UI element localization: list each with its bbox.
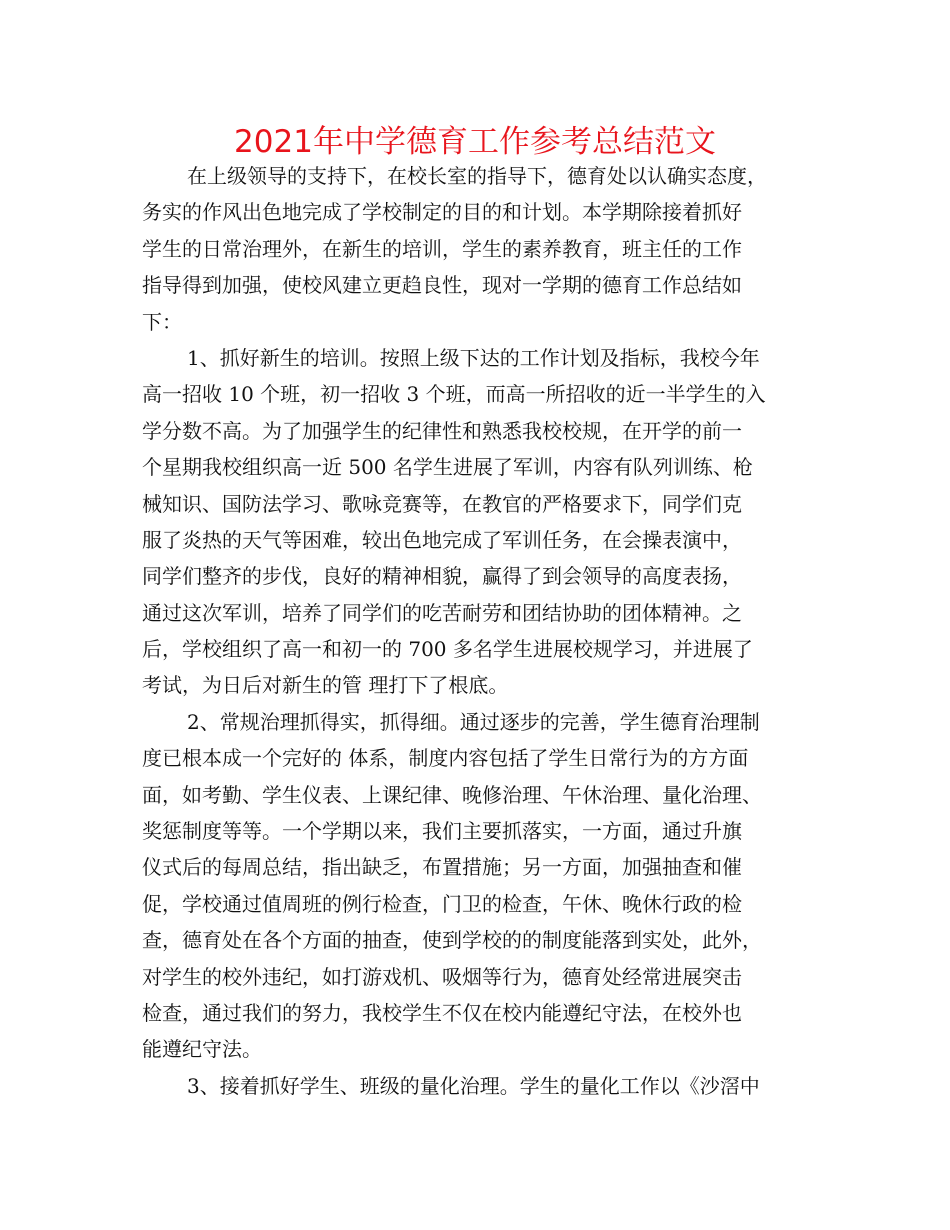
text-line: 能遵纪守法。 xyxy=(142,1037,262,1062)
document-body xyxy=(142,158,832,1104)
text-line: 务实的作风出色地完成了学校制定的目的和计划。本学期除接着抓好 xyxy=(142,200,742,225)
text-line: 考试，为日后对新生的管 理打下了根底。 xyxy=(142,673,509,698)
text-line: 促，学校通过值周班的例行检查，门卫的检查，午休、晚休行政的检 xyxy=(142,891,742,916)
text-line: 高一招收 10 个班，初一招收 3 个班，而高一所招收的近一半学生的入 xyxy=(142,382,766,407)
text-line: 服了炎热的天气等困难，较出色地完成了军训任务，在会操表演中， xyxy=(142,527,742,552)
text-line: 检查，通过我们的努力，我校学生不仅在校内能遵纪守法，在校外也 xyxy=(142,1000,742,1025)
text-line: 械知识、国防法学习、歌咏竞赛等，在教官的严格要求下，同学们克 xyxy=(142,491,742,516)
text-line: 3、接着抓好学生、班级的量化治理。学生的量化工作以《沙滘中 xyxy=(187,1073,760,1098)
text-line: 查，德育处在各个方面的抽查，使到学校的的制度能落到实处，此外， xyxy=(142,928,762,953)
text-line: 在上级领导的支持下，在校长室的指导下，德育处以认确实态度， xyxy=(187,164,767,188)
text-line: 2、常规治理抓得实，抓得细。通过逐步的完善，学生德育治理制 xyxy=(187,709,760,734)
text-line: 学分数不高。为了加强学生的纪律性和熟悉我校校规，在开学的前一 xyxy=(142,418,742,443)
text-line: 度已根本成一个完好的 体系，制度内容包括了学生日常行为的方方面 xyxy=(142,746,749,771)
text-line: 指导得到加强，使校风建立更趋良性，现对一学期的德育工作总结如 xyxy=(142,273,742,298)
text-line: 仪式后的每周总结，指出缺乏，布置措施；另一方面，加强抽查和催 xyxy=(142,855,742,880)
text-line: 面，如考勤、学生仪表、上课纪律、晚修治理、午休治理、量化治理、 xyxy=(142,782,762,807)
text-line: 个星期我校组织高一近 500 名学生进展了军训，内容有队列训练、枪 xyxy=(142,455,753,480)
text-line: 奖惩制度等等。一个学期以来，我们主要抓落实，一方面，通过升旗 xyxy=(142,819,742,844)
text-line: 对学生的校外违纪，如打游戏机、吸烟等行为，德育处经常进展突击 xyxy=(142,964,742,989)
document-title: 2021年中学德育工作参考总结范文 xyxy=(234,124,716,160)
text-line: 1、抓好新生的培训。按照上级下达的工作计划及指标，我校今年 xyxy=(187,345,760,370)
text-line: 通过这次军训，培养了同学们的吃苦耐劳和团结协助的团体精神。之 xyxy=(142,600,742,625)
text-line: 学生的日常治理外，在新生的培训，学生的素养教育，班主任的工作 xyxy=(142,236,742,261)
text-line: 后，学校组织了高一和初一的 700 多名学生进展校规学习，并进展了 xyxy=(142,637,753,662)
text-line: 下： xyxy=(142,309,182,334)
text-line: 同学们整齐的步伐，良好的精神相貌，赢得了到会领导的高度表扬， xyxy=(142,564,742,589)
